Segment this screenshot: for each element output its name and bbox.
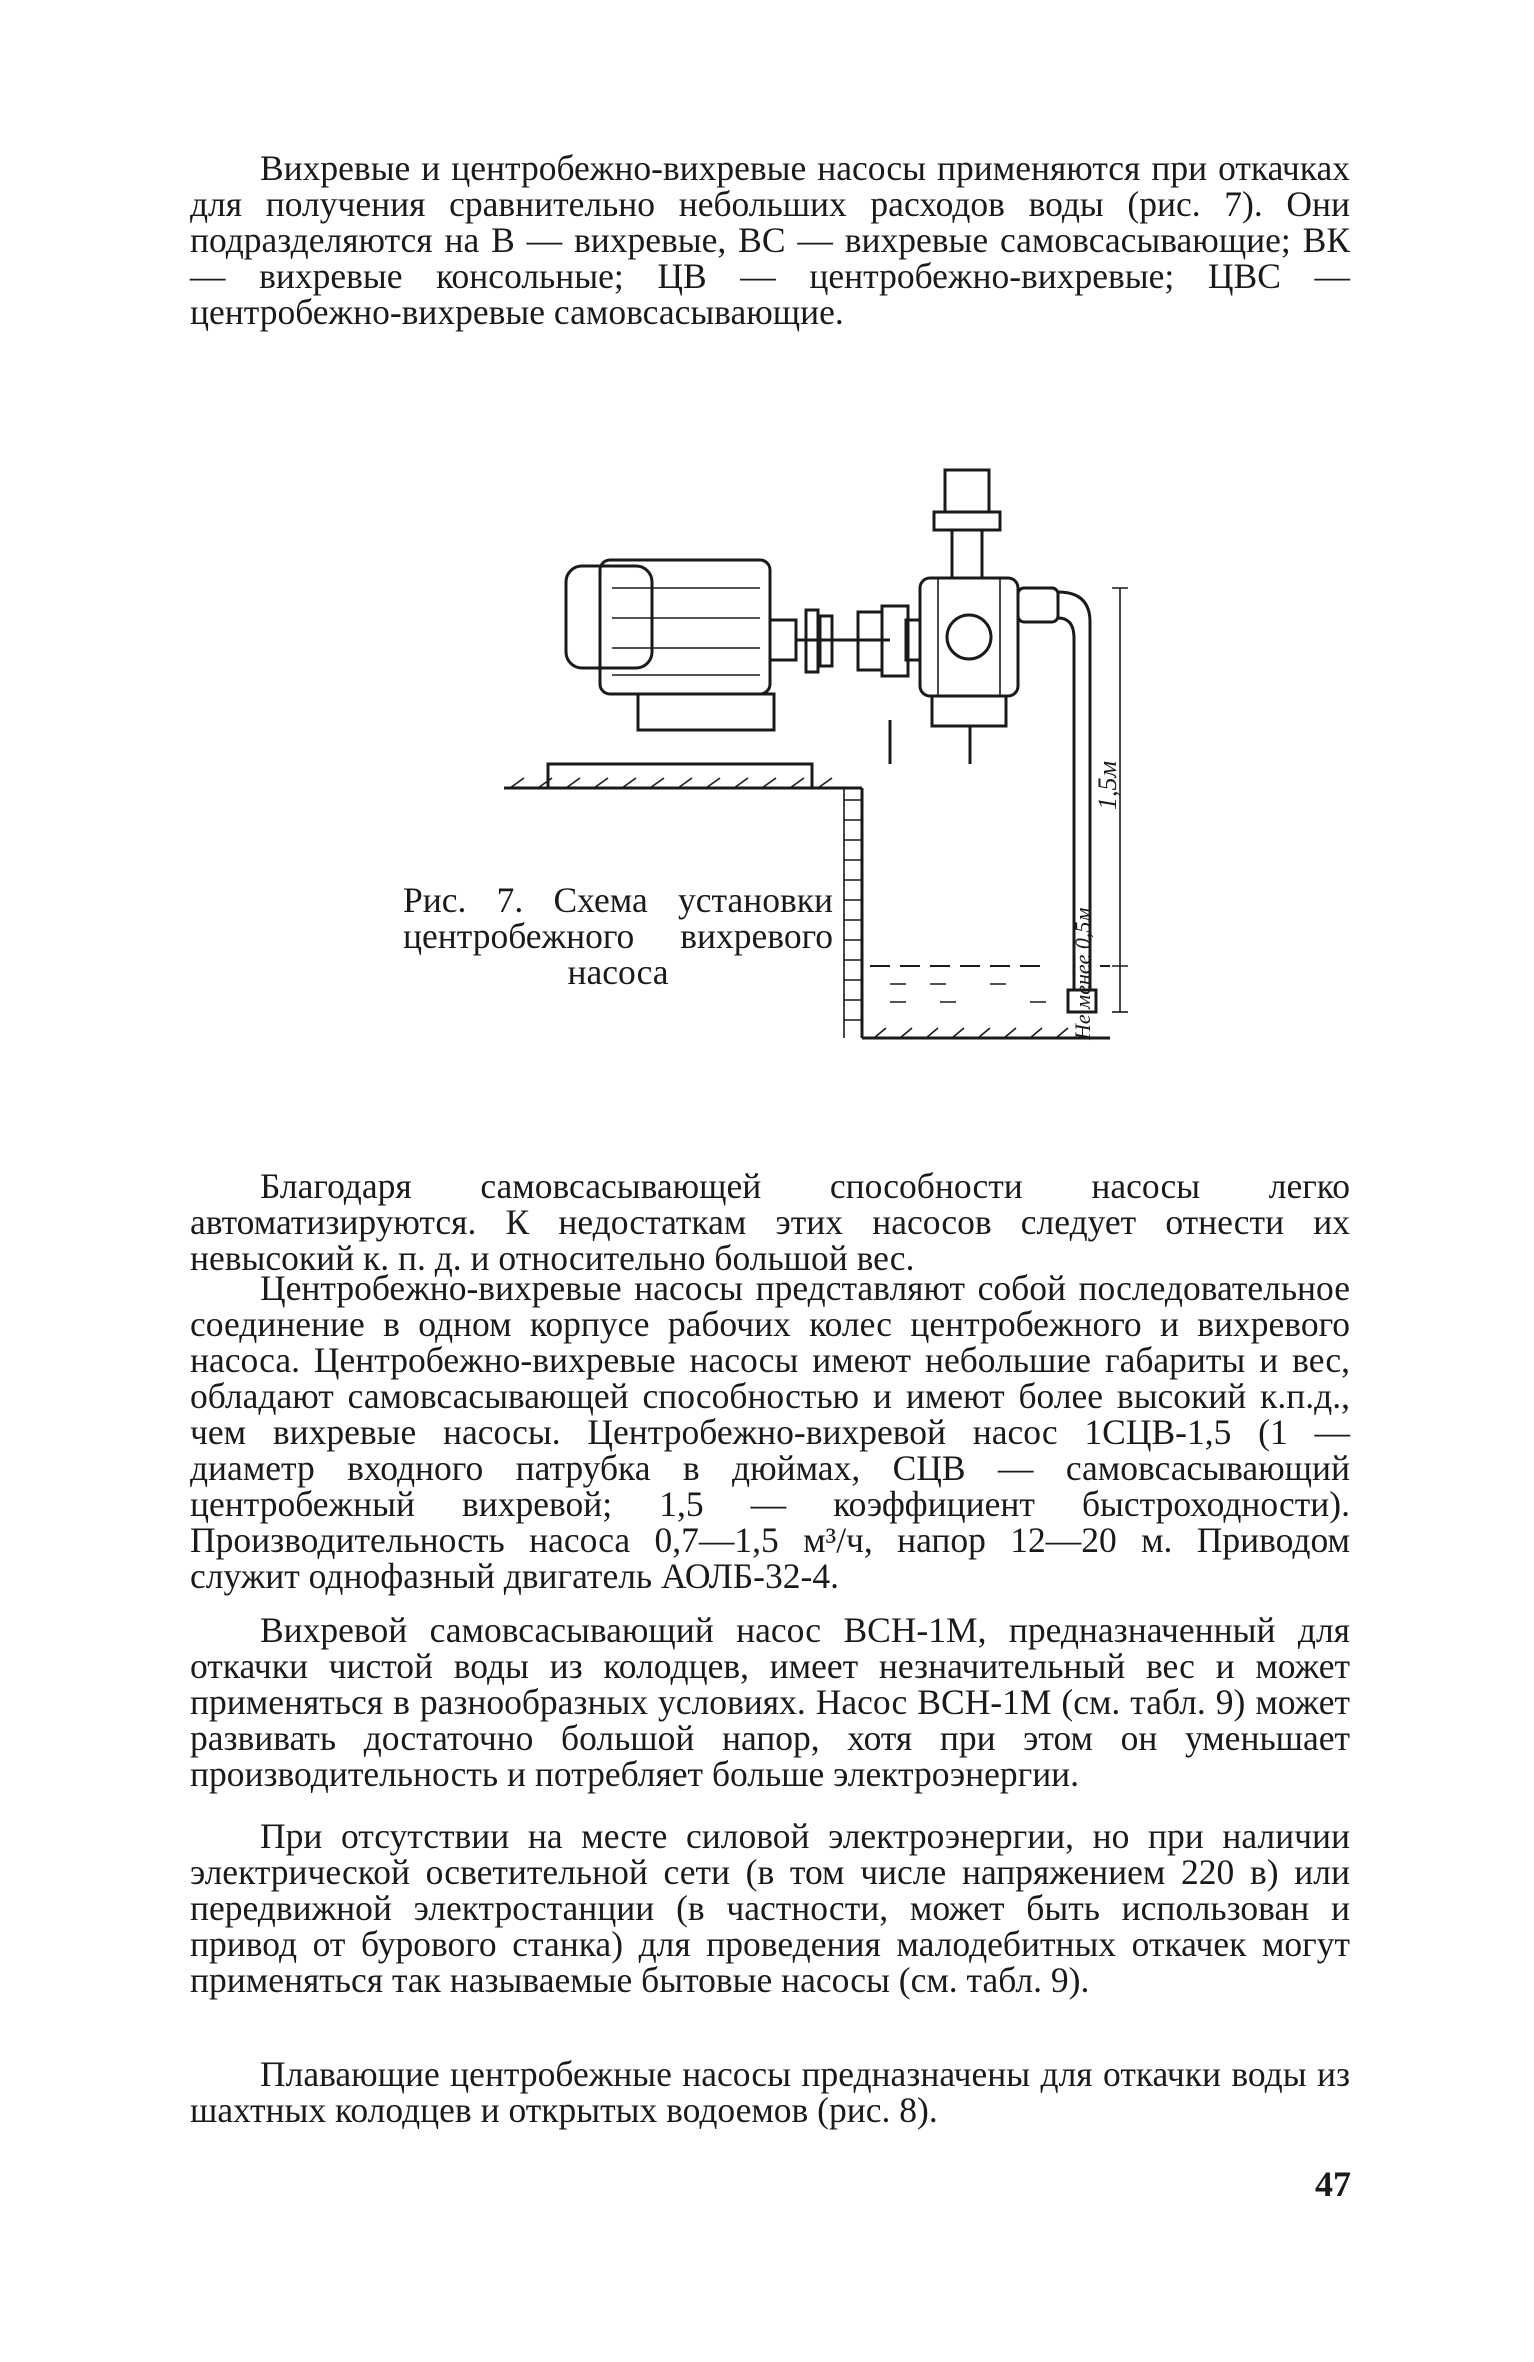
pump-impeller [947, 615, 991, 659]
dimension-height-label: 1,5м [1093, 760, 1122, 810]
motor-body [600, 560, 770, 694]
motor-end-cap [566, 566, 652, 668]
dimension-depth-label: Не менее 0,5м [1070, 907, 1095, 1040]
motor-bearing [770, 620, 796, 660]
paragraph-floating-pumps: Плавающие центробежные насосы предназначены для откачки воды из шахтных колодцев и открытых водоемов (рис. 8). [190, 2054, 1350, 2130]
suction-flange [1018, 588, 1058, 622]
foundation-slab [548, 764, 812, 788]
pump-housing [920, 578, 1018, 696]
motor-feet [638, 694, 774, 730]
figure-caption: Рис. 7. Схема установки центробежного вихревого насоса [403, 880, 833, 992]
paragraph-pump-types: Вихревые и центробежно-вихревые насосы применяются при откачках для получения сравнительно небольших расходов воды (рис. 7). Они подразделяются на В — вихревые, ВС — вихревые самовсасывающие; ВК — вихревые консольные; ЦВ — центробежно-вихревые; ЦВС — центробежно-вихревые самовсасывающие. [190, 148, 1350, 332]
paragraph-vsn-pump: Вихревой самовсасывающий насос ВСН-1М, предназначенный для откачки чистой воды из колодцев, имеет незначительный вес и может применяться в разнообразных условиях. Насос ВСН-1М (см. табл. 9) может развивать достаточно большой напор, хотя при этом он уменьшает производительность и потребляет больше электроэнергии. [190, 1610, 1350, 1794]
discharge-neck [952, 530, 982, 578]
page-number: 47 [1315, 2164, 1351, 2204]
paragraph-advantages: Благодаря самовсасывающей способности насосы легко автоматизируются. К недостаткам этих насосов следует отнести их невысокий к. п. д. и относительно большой вес. [190, 1166, 1350, 1278]
discharge-pipe [945, 470, 989, 512]
discharge-flange [934, 512, 1000, 530]
paragraph-household-pumps: При отсутствии на месте силовой электроэнергии, но при наличии электрической осветительной сети (в том числе напряжением 220 в) или передвижной электростанции (в частности, может быть использован и привод от бурового станка) для проведения малодебитных откачек могут применяться так называемые бытовые насосы (см. табл. 9). [190, 1816, 1350, 2000]
well-wall-hatching [844, 800, 862, 1020]
paragraph-centrifugal-vortex: Центробежно-вихревые насосы представляют собой последовательное соединение в одном корпусе рабочих колес центробежного и вихревого насоса. Центробежно-вихревые насосы имеют небольшие габариты и вес, обладают самовсасывающей способностью и имеют более высокий к.п.д., чем вихревые насосы. Центробежно-вихревой насос 1СЦВ-1,5 (1 — диаметр входного патрубка в дюймах, СЦВ — самовсасывающий центробежный вихревой; 1,5 — коэффициент быстроходности). Производительность насоса 0,7—1,5 м³/ч, напор 12—20 м. Приводом служит однофазный двигатель АОЛБ-32-4. [190, 1268, 1350, 1596]
pump-bracket [932, 696, 1006, 726]
